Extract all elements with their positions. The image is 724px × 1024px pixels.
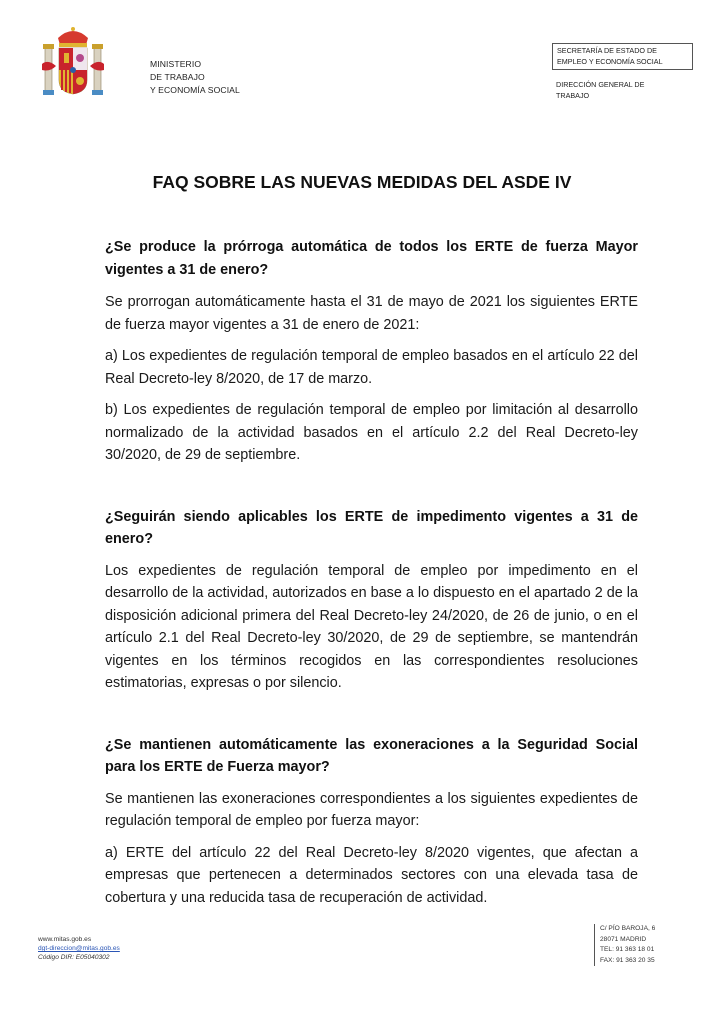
website-link[interactable]: www.mitas.gob.es: [38, 936, 92, 943]
ministry-line: DE TRABAJO: [150, 72, 205, 82]
codigo-dir: Código DIR: E05040302: [38, 954, 110, 961]
faq-question: ¿Se mantienen automáticamente las exoneraciones a la Seguridad Social para los ERTE de Fuerza mayor?: [105, 736, 638, 775]
direccion-general: [556, 79, 644, 101]
direccion-line: DIRECCIÓN GENERAL DE: [556, 80, 645, 89]
faq-section: [105, 236, 638, 467]
faq-section: [105, 734, 638, 910]
address-line: TEL: 91 363 18 01: [600, 946, 655, 953]
faq-content: [105, 236, 638, 909]
faq-paragraph: b) Los expedientes de regulación temporal de empleo por limitación al desarrollo normalizado de la actividad basados en el artículo 2.2 del Real Decreto-ley 30/2020, de 29 de septiembre.: [105, 402, 638, 463]
secretaria-line: EMPLEO Y ECONOMÍA SOCIAL: [557, 56, 663, 66]
direccion-line: TRABAJO: [556, 91, 590, 100]
address-line: 28071 MADRID: [600, 935, 647, 943]
faq-question: ¿Seguirán siendo aplicables los ERTE de impedimento vigentes a 31 de enero?: [105, 508, 638, 547]
faq-section: [105, 506, 638, 695]
faq-question: ¿Se produce la prórroga automática de todos los ERTE de fuerza Mayor vigentes a 31 de enero?: [105, 239, 638, 278]
faq-paragraph: Se prorrogan automáticamente hasta el 31 de mayo de 2021 los siguientes ERTE de fuerza mayor vigentes a 31 de enero de 2021:: [105, 294, 638, 333]
coat-of-arms-icon: [42, 26, 104, 104]
document-title: FAQ SOBRE LAS NUEVAS MEDIDAS DEL ASDE IV: [152, 172, 572, 192]
secretaria-box: [552, 43, 693, 70]
spain-coat-of-arms-logo: [42, 26, 104, 104]
ministry-line: Y ECONOMÍA SOCIAL: [150, 85, 240, 95]
address-line: FAX: 91 363 20 35: [600, 956, 655, 964]
secretaria-line: SECRETARÍA DE ESTADO DE: [557, 46, 657, 55]
faq-paragraph: Se mantienen las exoneraciones correspondientes a los siguientes expedientes de regulación temporal de empleo por fuerza mayor:: [105, 790, 638, 829]
address-line: C/ PÍO BAROJA, 6: [600, 925, 656, 932]
faq-paragraph: Los expedientes de regulación temporal de empleo por impedimento en el desarrollo de la actividad, autorizados en base a lo dispuesto en el apartado 2 de la disposición adicional primera del Real Decreto-ley 24/2020, de 26 de junio, o en el artículo 2.1 del Real Decreto-ley 30/2020, de 29 de septiembre, se mantendrán vigentes en los términos recogidos en las correspondientes resoluciones estimatorias, expresas o por silencio.: [105, 562, 638, 691]
ministry-name: [150, 58, 240, 97]
footer-contact: [38, 935, 120, 962]
ministry-line: MINISTERIO: [150, 59, 202, 69]
email-link[interactable]: dgt-direccion@mitas.gob.es: [38, 945, 120, 952]
faq-paragraph: a) Los expedientes de regulación temporal de empleo basados en el artículo 22 del Real Decreto-ley 8/2020, de 17 de marzo.: [105, 348, 638, 387]
faq-paragraph: a) ERTE del artículo 22 del Real Decreto-ley 8/2020 vigentes, que afectan a empresas que pertenecen a determinados sectores con una elevada tasa de cobertura y una reducida tasa de recuperación de actividad.: [105, 844, 638, 906]
footer-address: [594, 924, 655, 966]
